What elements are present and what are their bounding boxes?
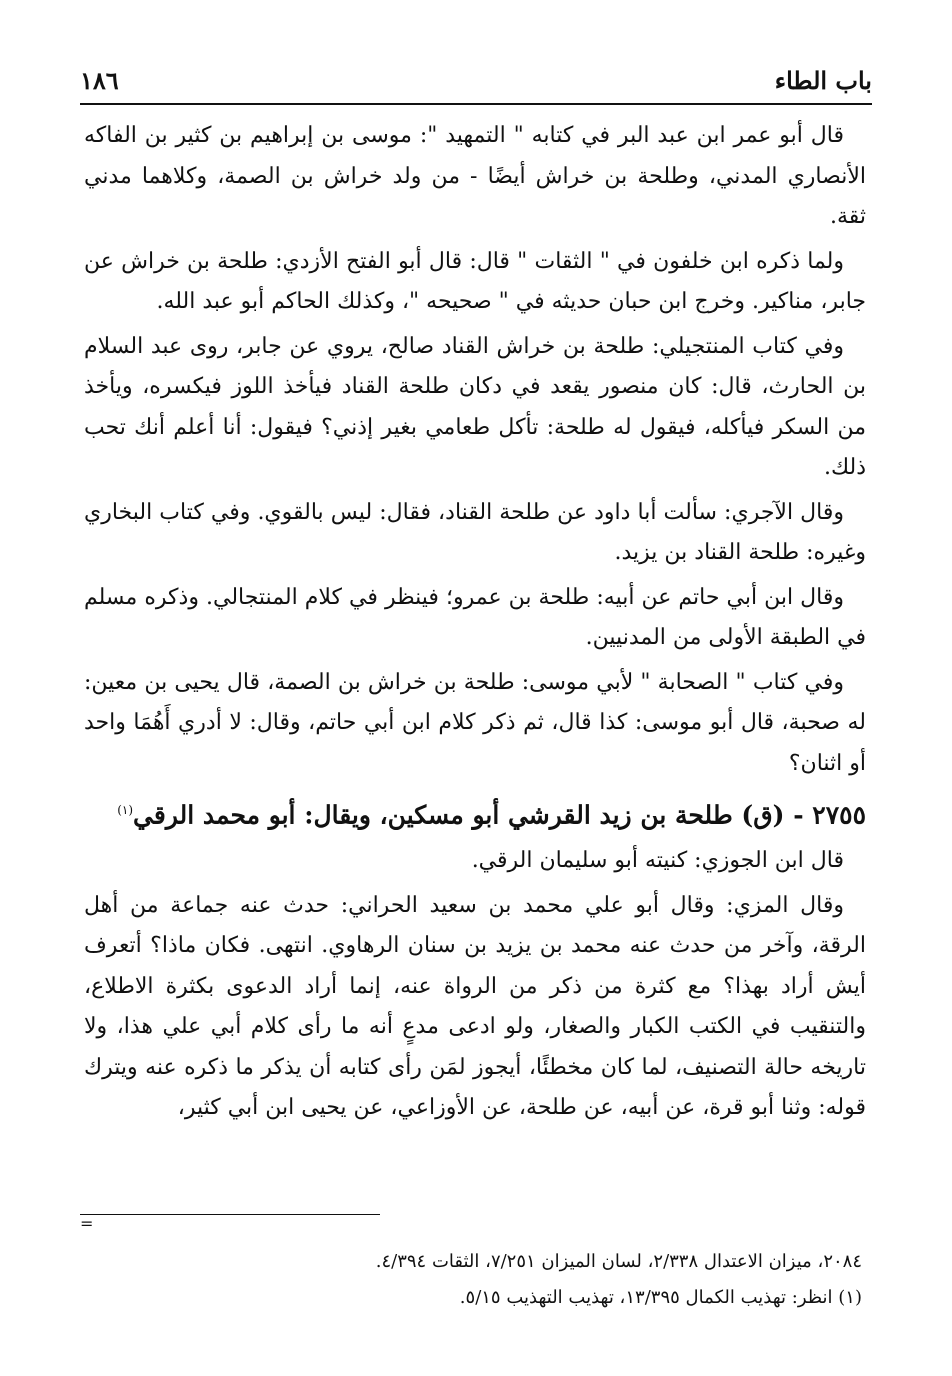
header-rule (80, 103, 872, 105)
main-text (84, 116, 866, 1133)
running-title: باب الطاء (774, 65, 872, 95)
page-number: ١٨٦ (80, 65, 119, 95)
footnote-item: ٢٠٨٤، ميزان الاعتدال ٢/٣٣٨، لسان الميزان ٧/٢٥١، الثقات ٤/٣٩٤. (375, 1251, 862, 1272)
page-header (80, 60, 872, 100)
footnote-rule (80, 1214, 380, 1215)
paragraph: وفي كتاب المنتجيلي: طلحة بن خراش القناد صالح، يروي عن جابر، روى عبد السلام بن الحارث، قال: كان منصور يقعد في دكان طلحة القناد فيأخذ اللوز فيكسره، ويأخذ من السكر فيأكله، فيقول له طلحة: تأكل طعامي بغير إذني؟ فيقول: أنا أعلم أنك تحب ذلك. (84, 333, 866, 480)
paragraph: وقال المزي: وقال أبو علي محمد بن سعيد الحراني: حدث عنه جماعة من أهل الرقة، وآخر من حدث عنه محمد بن يزيد بن سنان الرهاوي. انتهى. فكان ماذا؟ أتعرف أيش أراد بهذا؟ مع كثرة من ذكر من الرواة عنه، إنما أراد الدعوى بكثرة الاطلاع، والتنقيب في الكتب الكبار والصغار، ولو ادعى مدعٍ أنه ما رأى كلام أبي علي هذا، ولا تاريخه حالة التصنيف، لما كان مخطئًا، أيجوز لمَن رأى كتابه أن يذكر ما ذكره عنه ويترك قوله: وثنا أبو قرة، عن أبيه، عن طلحة، عن الأوزاعي، عن يحيى ابن أبي كثير، (84, 892, 867, 1121)
footnotes (84, 1244, 862, 1316)
footnote-item: (١) انظر: تهذيب الكمال ١٣/٣٩٥، تهذيب التهذيب ٥/١٥. (459, 1287, 862, 1308)
paragraph: وقال ابن أبي حاتم عن أبيه: طلحة بن عمرو؛ فينظر في كلام المنتجالي. وذكره مسلم في الطبقة الأولى من المدنيين. (84, 584, 866, 650)
entry-heading-text: ٢٧٥٥ - (ق) طلحة بن زيد القرشي أبو مسكين، ويقال: أبو محمد الرقي (133, 800, 866, 830)
continuation-mark: = (80, 1214, 94, 1233)
paragraph: ولما ذكره ابن خلفون في " الثقات " قال: قال أبو الفتح الأزدي: طلحة بن خراش عن جابر، مناكير. وخرج ابن حبان حديثه في " صحيحه "، وكذلك الحاكم أبو عبد الله. (84, 248, 866, 314)
footnote-separator (80, 1206, 864, 1236)
paragraph: وقال الآجري: سألت أبا داود عن طلحة القناد، فقال: ليس بالقوي. وفي كتاب البخاري وغيره: طلحة القناد بن يزيد. (84, 499, 866, 565)
entry-heading (84, 788, 866, 837)
footnote-reference: (١) (117, 803, 134, 817)
paragraph: قال ابن الجوزي: كنيته أبو سليمان الرقي. (471, 848, 844, 874)
paragraph: وفي كتاب " الصحابة " لأبي موسى: طلحة بن خراش بن الصمة، قال يحيى بن معين: له صحبة، قال أبو موسى: كذا قال، ثم ذكر كلام ابن أبي حاتم، وقال: لا أدري أَهُمَا واحد أو اثنان؟ (84, 669, 866, 776)
paragraph: قال أبو عمر ابن عبد البر في كتابه " التمهيد ": موسى بن إبراهيم بن كثير بن الفاكه الأنصاري المدني، وطلحة بن خراش أيضًا - من ولد خراش بن الصمة، وكلاهما مدني ثقة. (84, 123, 866, 229)
